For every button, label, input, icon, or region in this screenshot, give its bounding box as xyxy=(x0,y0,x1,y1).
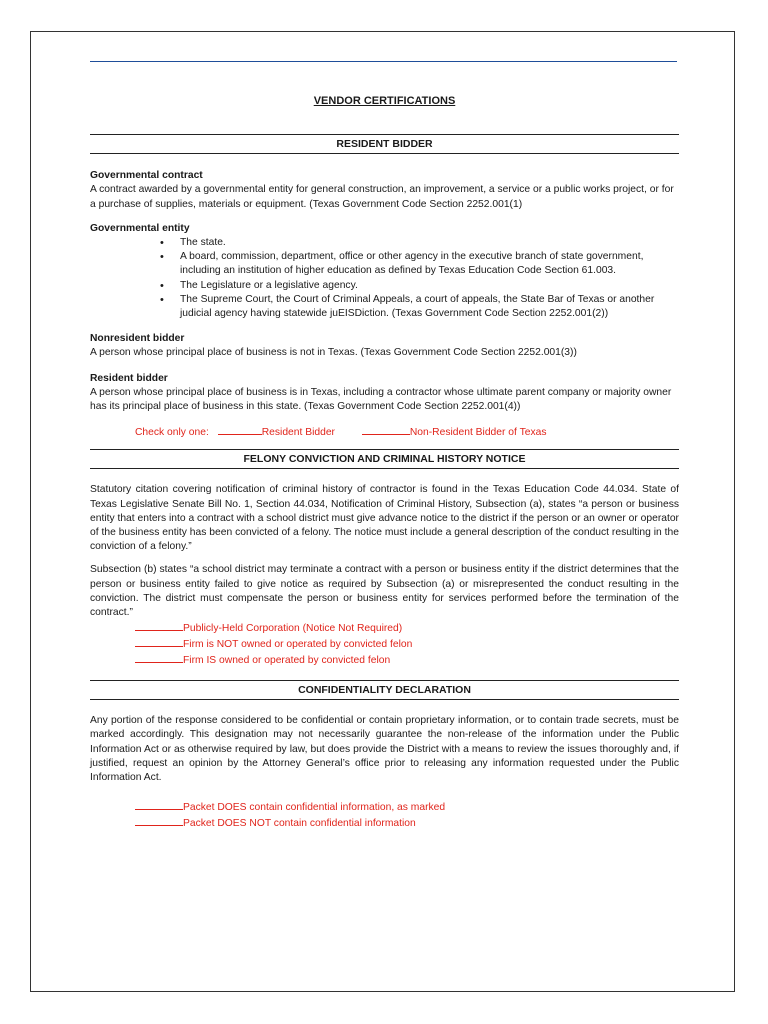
felony-paragraph-1: Statutory citation covering notification of criminal history of contractor is found in the Texas Education Code 44.034. State of Texas Legislative Senate Bill No. 1, Section 44.034, Notification of Criminal History, Subsection (a), states “a person or business entity that enters into a contract with a school district must give advance notice to the district if the person or an owner or operator of the business entity has been convicted of a felony. The notice must include a general description of the conduct resulting in the conviction of a felony.” xyxy=(90,484,679,553)
bidder-type-check-row xyxy=(90,424,679,440)
felony-option-label: Publicly-Held Corporation (Notice Not Required) xyxy=(183,623,403,635)
resident-bidder-blank[interactable] xyxy=(218,424,262,435)
section-heading-resident-bidder: RESIDENT BIDDER xyxy=(90,134,679,154)
term-governmental-entity: Governmental entity xyxy=(90,222,190,234)
list-item: • The Supreme Court, the Court of Criminal Appeals, a court of appeals, the State Bar of Texas or another judicial agency having statewide juEISDiction. (Texas Government Code Section 2252.001(2)) xyxy=(90,293,679,321)
check-only-one-label: Check only one: xyxy=(135,427,209,439)
felony-option-row xyxy=(90,652,679,668)
confidentiality-option-blank[interactable] xyxy=(135,815,183,826)
confidentiality-paragraph: Any portion of the response considered to be confidential or contain proprietary information, or to contain trade secrets, must be marked accordingly. This designation may not necessarily guarantee the non-release of the information under the Public Information Act or as otherwise required by law, but does provide the District with a means to review the issues thoroughly and, if justified, request an opinion by the Attorney General’s office prior to releasing any information requested under the Public Information Act. xyxy=(90,715,679,784)
felony-option-label: Firm IS owned or operated by convicted felon xyxy=(183,655,391,667)
list-item: • The Legislature or a legislative agency. xyxy=(90,279,679,293)
confidentiality-options xyxy=(90,799,679,831)
felony-options xyxy=(90,620,679,668)
felony-option-row xyxy=(90,620,679,636)
confidentiality-option-row xyxy=(90,815,679,831)
term-resident-bidder: Resident bidder xyxy=(90,372,168,384)
felony-option-row xyxy=(90,636,679,652)
felony-option-blank[interactable] xyxy=(135,620,183,631)
felony-option-blank[interactable] xyxy=(135,636,183,647)
felony-option-blank[interactable] xyxy=(135,652,183,663)
list-item: • The state. xyxy=(90,236,679,250)
governmental-entity-list xyxy=(90,236,679,321)
header-rule xyxy=(90,61,677,62)
list-item: • A board, commission, department, office or other agency in the executive branch of state government, including an institution of higher education as defined by Texas Education Code Section 61.003. xyxy=(90,250,679,278)
term-nonresident-bidder: Nonresident bidder xyxy=(90,333,185,345)
document-title: VENDOR CERTIFICATIONS xyxy=(313,95,456,107)
nonresident-bidder-option: Non-Resident Bidder of Texas xyxy=(409,427,547,439)
nonresident-bidder-blank[interactable] xyxy=(362,424,410,435)
confidentiality-option-label: Packet DOES NOT contain confidential information xyxy=(183,818,416,830)
definition-nonresident-bidder: A person whose principal place of business is not in Texas. (Texas Government Code Section 2252.001(3)) xyxy=(90,347,577,359)
section-heading-confidentiality: CONFIDENTIALITY DECLARATION xyxy=(90,680,679,700)
felony-paragraph-2: Subsection (b) states “a school district may terminate a contract with a person or business entity if the district determines that the person or business entity failed to give notice as required by Subsection (a) or misrepresented the conduct resulting in the conviction. The district must compensate the person or business entity for services performed before the termination of the contract.” xyxy=(90,564,679,619)
resident-bidder-option: Resident Bidder xyxy=(261,427,335,439)
term-governmental-contract: Governmental contract xyxy=(90,170,203,182)
section-heading-felony: FELONY CONVICTION AND CRIMINAL HISTORY NOTICE xyxy=(90,449,679,469)
felony-option-label: Firm is NOT owned or operated by convicted felon xyxy=(183,639,413,651)
confidentiality-option-row xyxy=(90,799,679,815)
confidentiality-option-label: Packet DOES contain confidential information, as marked xyxy=(183,802,446,814)
confidentiality-option-blank[interactable] xyxy=(135,799,183,810)
definition-resident-bidder: A person whose principal place of business is in Texas, including a contractor whose ultimate parent company or majority owner has its principal place of business in this state. (Texas Government Code Section 2252.001(4)) xyxy=(90,386,672,413)
definition-governmental-contract: A contract awarded by a governmental entity for general construction, an improvement, a service or a public works project, or for a purchase of supplies, materials or equipment. (Texas Government Code Section 2252.001(1) xyxy=(90,184,674,210)
document-body xyxy=(90,94,679,831)
